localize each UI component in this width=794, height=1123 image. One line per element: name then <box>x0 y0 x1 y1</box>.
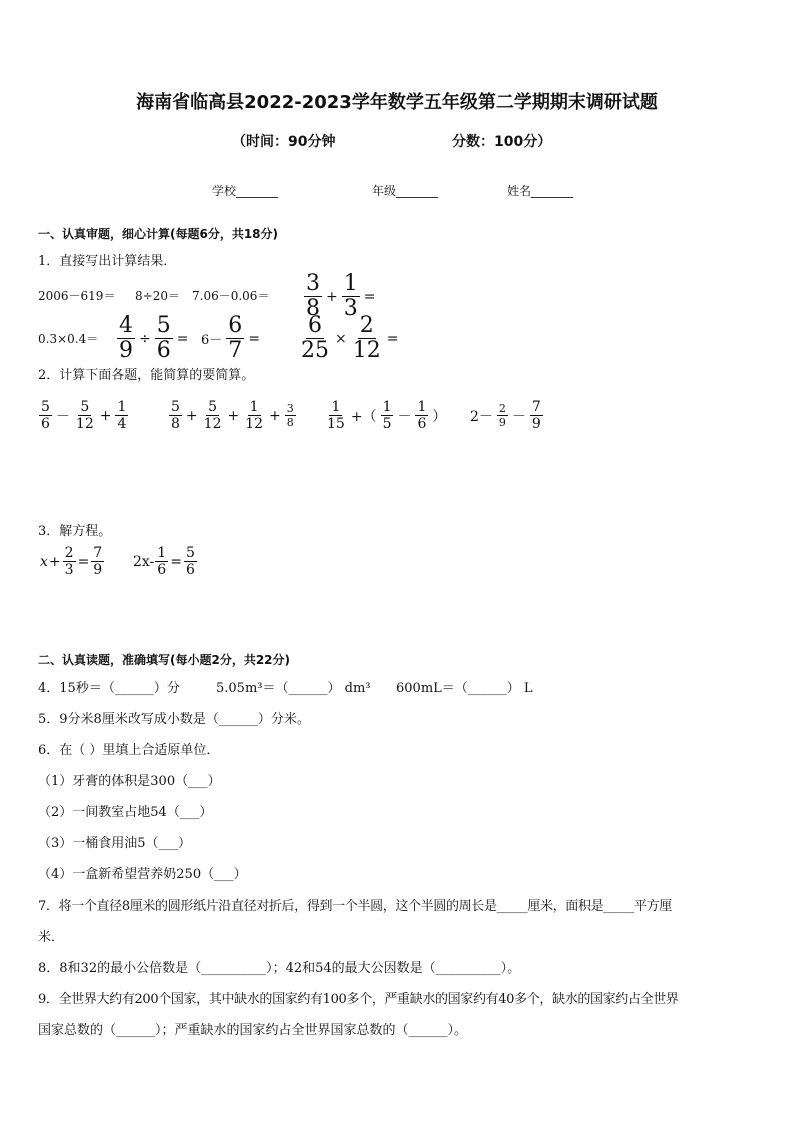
q7-line-2: 米． <box>38 930 65 945</box>
q1-expr-3: 7.06－0.06＝ <box>192 289 270 303</box>
q8-text: 8．8和32的最小公倍数是（__________）；42和54的最大公因数是（__________）。 <box>38 961 521 976</box>
q1-expr-2: 8÷20＝ <box>135 289 180 303</box>
name-field[interactable]: 姓名_______ <box>507 184 574 198</box>
q1-label: 1．直接写出计算结果． <box>38 254 177 269</box>
q2-expr-2: $\frac{5}{8}$ + $\frac{5}{12}$ + $\frac{1}{12}$ + $\frac{3}{8}$ <box>171 399 294 432</box>
q2-label: 2．计算下面各题，能简算的要简算。 <box>38 368 255 383</box>
fraction: $\frac{7}{9}$ <box>93 545 103 578</box>
q9-line-1: 9．全世界大约有200个国家，其中缺水的国家约有100多个，严重缺水的国家约有40多个，缺水的国家约占全世界 <box>38 992 679 1007</box>
q2-expr-1: $\frac{5}{6}$ － $\frac{5}{12}$ + $\frac{1}{4}$ <box>41 399 127 432</box>
q3-label: 3．解方程。 <box>38 524 112 539</box>
fraction: $\frac{1}{6}$ <box>157 545 167 578</box>
fraction: $\frac{1}{3}$ <box>343 271 358 321</box>
q5-text: 5．9分米8厘米改写成小数是（______）分米。 <box>38 712 310 727</box>
fraction: $\frac{2}{12}$ <box>352 313 381 363</box>
q6-item-4: （4）一盒新希望营养奶250（___） <box>38 867 247 882</box>
q6-label: 6．在（ ）里填上合适原单位． <box>38 743 220 758</box>
fraction: $\frac{1}{12}$ <box>245 399 264 432</box>
fraction: $\frac{5}{12}$ <box>203 399 222 432</box>
fraction: $\frac{5}{6}$ <box>185 545 195 578</box>
fraction: $\frac{5}{8}$ <box>171 399 180 432</box>
score-label: 分数：100分） <box>452 134 552 150</box>
fraction: $\frac{1}{5}$ <box>382 399 392 432</box>
fraction: $\frac{1}{15}$ <box>327 399 345 432</box>
fraction: $\frac{1}{6}$ <box>417 399 427 432</box>
page-title: 海南省临高县2022-2023学年数学五年级第二学期期末调研试题 <box>136 92 658 113</box>
fraction: $\frac{6}{7}$ <box>228 313 243 363</box>
fraction: $\frac{5}{6}$ <box>156 313 171 363</box>
q1-expr-6: $\frac{4}{9}$ ÷ $\frac{5}{6}$ = <box>119 313 189 363</box>
q7-line-1: 7．将一个直径8厘米的圆形纸片沿直径对折后，得到一个半圆，这个半圆的周长是_____厘米，面积是_____平方厘 <box>38 899 672 914</box>
q4-part-b: 5.05m³＝（______） dm³ <box>216 681 371 696</box>
fraction: $\frac{6}{25}$ <box>301 313 329 363</box>
section2-heading: 二、认真读题，准确填写(每小题2分，共22分) <box>38 653 291 667</box>
time-label: （时间：90分钟 <box>232 134 336 150</box>
q1-expr-1: 2006－619＝ <box>38 289 116 303</box>
q2-expr-3: $\frac{1}{15}$ +（ $\frac{1}{5}$ － $\frac{1}{6}$ ） <box>327 399 447 432</box>
fraction: $\frac{2}{3}$ <box>64 545 74 578</box>
q3-equation-2: 2x- $\frac{1}{6}$ = $\frac{5}{6}$ <box>133 545 195 578</box>
fraction: $\frac{2}{9}$ <box>498 402 506 429</box>
q6-item-3: （3）一桶食用油5（___） <box>38 836 192 851</box>
fraction: $\frac{7}{9}$ <box>531 399 541 432</box>
q1-expr-8: $\frac{6}{25}$ × $\frac{2}{12}$ = <box>301 313 399 363</box>
grade-field[interactable]: 年级_______ <box>372 184 439 198</box>
fraction: $\frac{1}{4}$ <box>117 399 127 432</box>
fraction: $\frac{5}{12}$ <box>75 399 94 432</box>
fraction: $\frac{5}{6}$ <box>41 399 50 432</box>
q9-line-2: 国家总数的（______）；严重缺水的国家约占全世界国家总数的（______）。 <box>38 1023 468 1038</box>
fraction: $\frac{3}{8}$ <box>286 402 294 429</box>
q2-expr-4: 2－ $\frac{2}{9}$ － $\frac{7}{9}$ <box>470 399 541 432</box>
fraction: $\frac{4}{9}$ <box>119 313 133 363</box>
q4-part-c: 600mL＝（______） L <box>396 681 533 696</box>
fraction: $\frac{3}{8}$ <box>306 271 320 321</box>
q6-item-1: （1）牙膏的体积是300（___） <box>38 774 221 789</box>
q1-expr-7: 6－ $\frac{6}{7}$ = <box>201 313 261 363</box>
q3-equation-1: x + $\frac{2}{3}$ = $\frac{7}{9}$ <box>40 545 103 578</box>
school-field[interactable]: 学校_______ <box>212 184 279 198</box>
q4-part-a: 4．15秒＝（______）分 <box>38 681 180 696</box>
q6-item-2: （2）一间教室占地54（___） <box>38 805 213 820</box>
q1-expr-4: $\frac{3}{8}$ + $\frac{1}{3}$ = <box>306 271 376 321</box>
q1-expr-5: 0.3×0.4＝ <box>38 332 99 346</box>
section1-heading: 一、认真审题，细心计算(每题6分，共18分) <box>38 227 279 241</box>
